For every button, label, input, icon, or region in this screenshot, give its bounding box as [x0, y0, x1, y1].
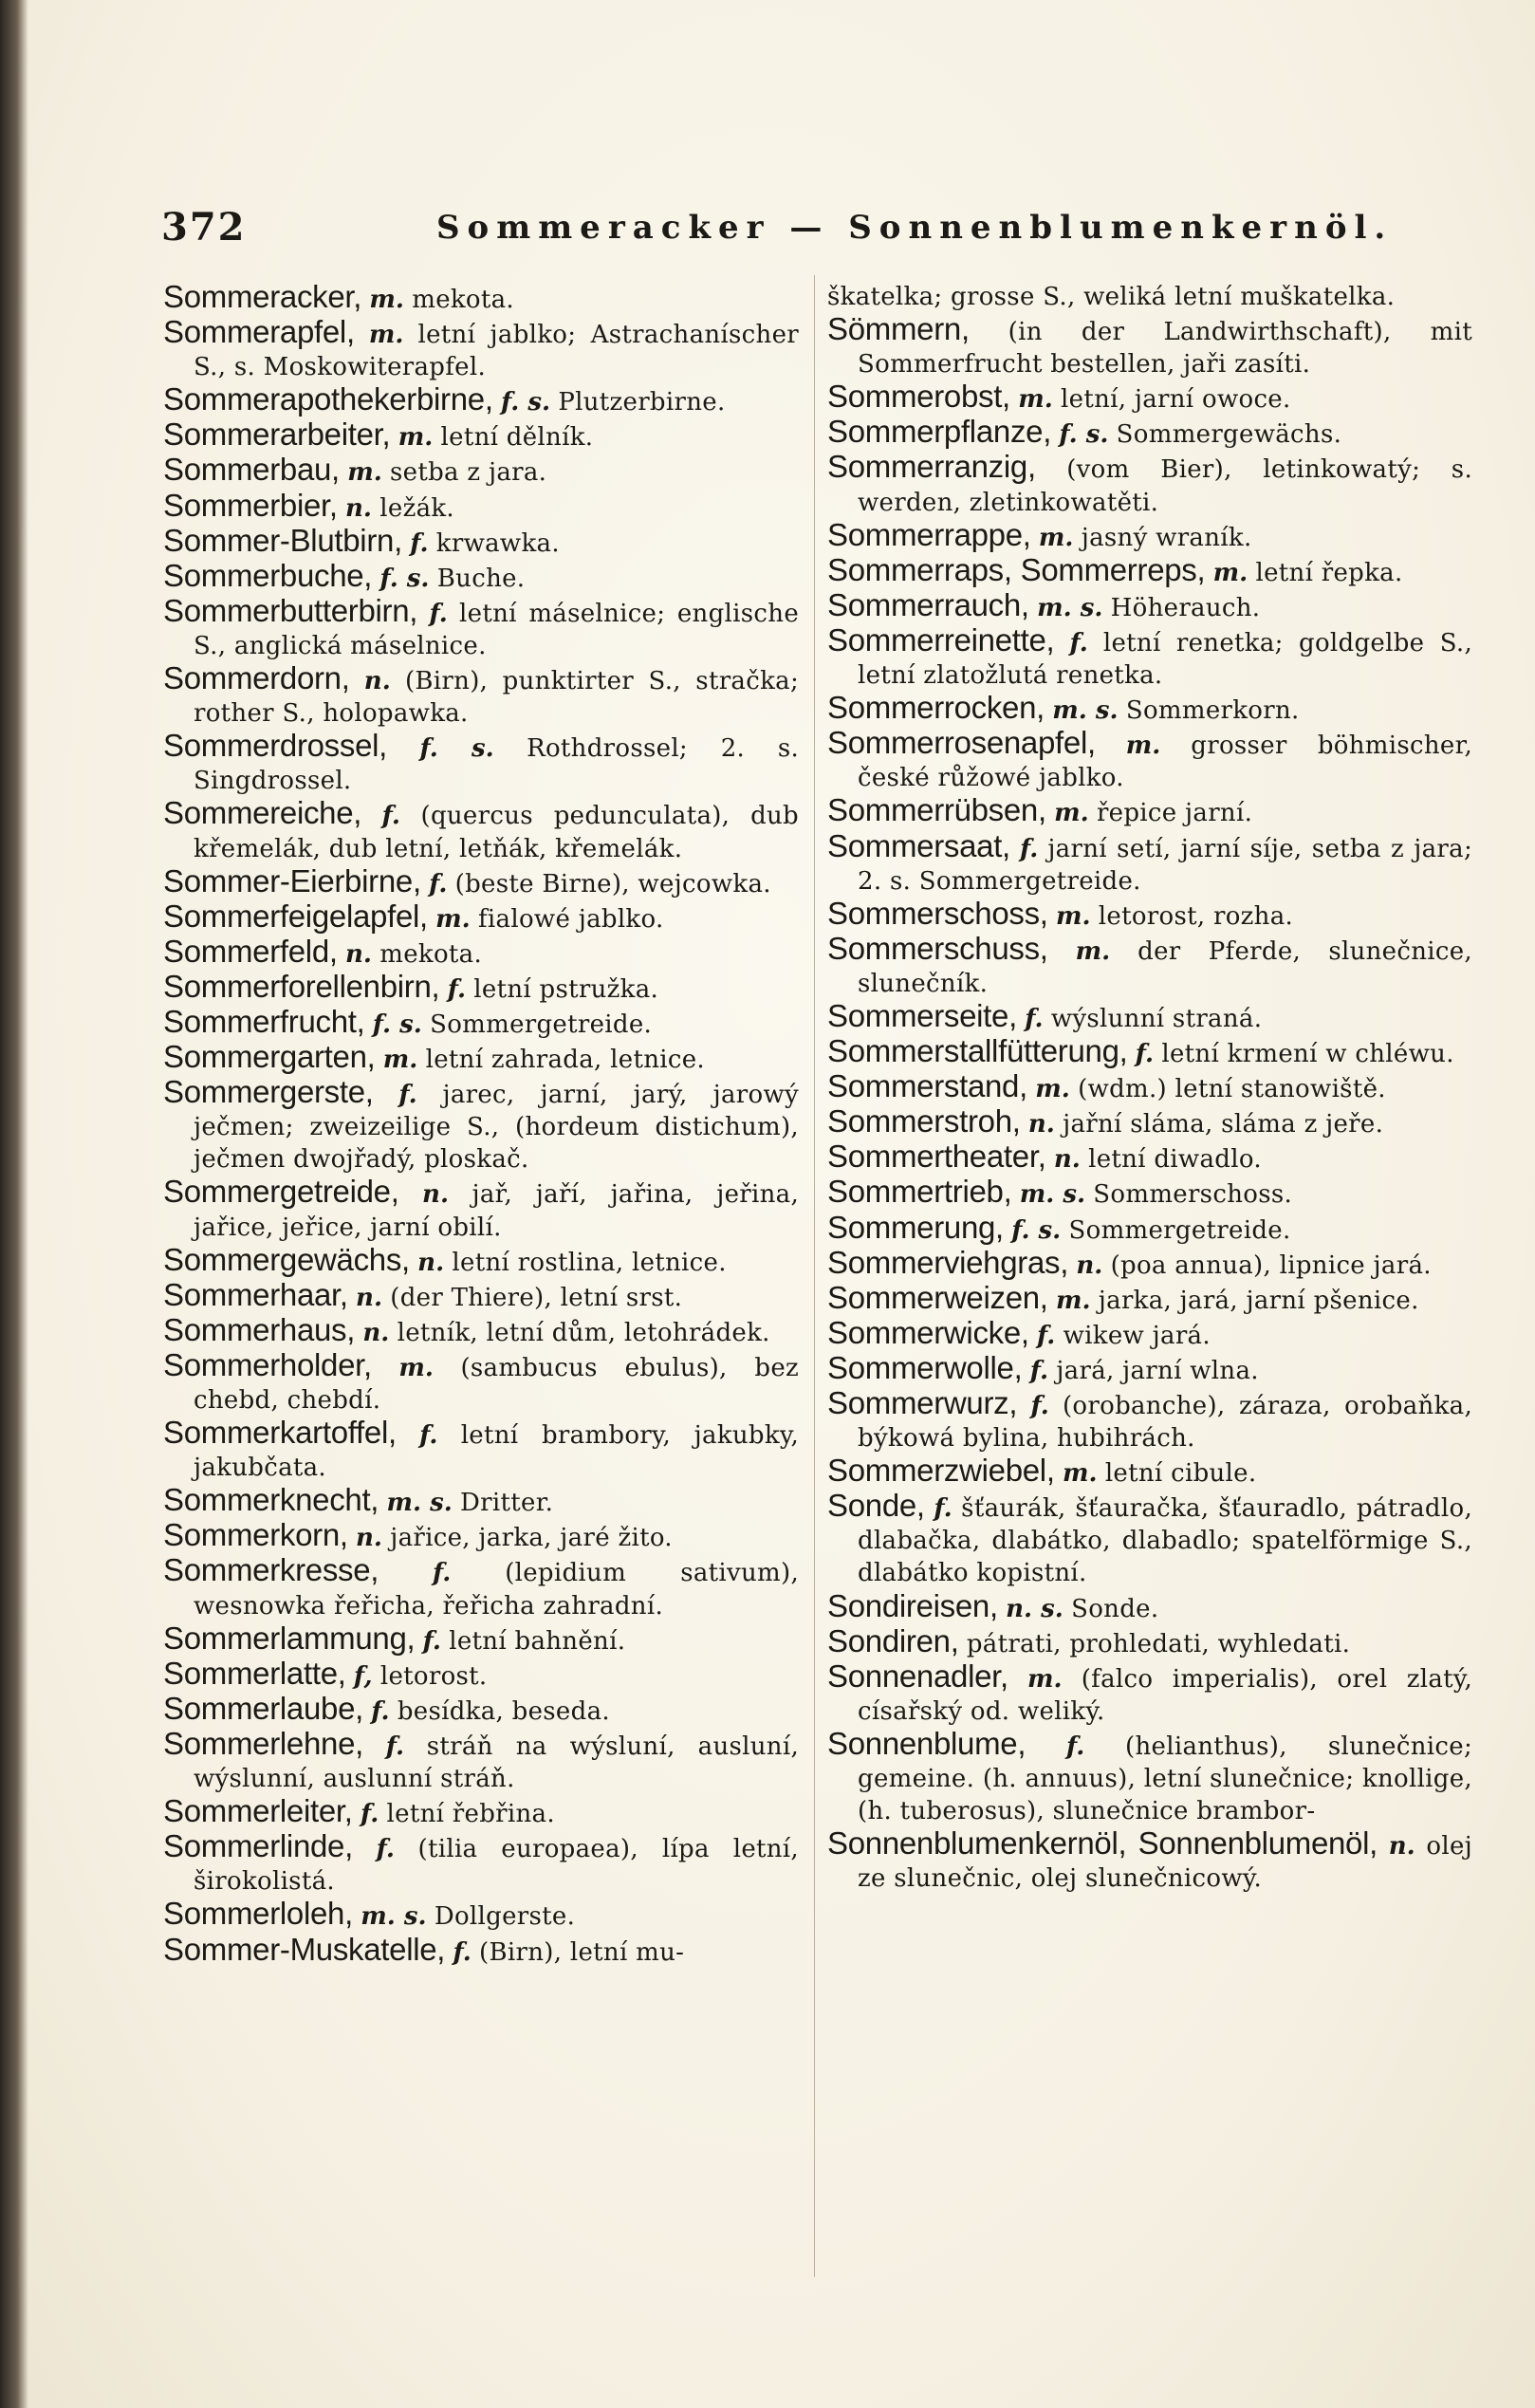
entry-headword: Sondiren,	[827, 1622, 959, 1658]
entry-grammar-label: m.	[435, 904, 471, 934]
entry-grammar-label: m.	[1125, 732, 1161, 761]
entry-definition: jasný wraník.	[1081, 523, 1252, 552]
entry-definition: (in der Landwirthschaft), mit Sommerfrucht bestellen, jaři zasíti.	[858, 318, 1472, 380]
dictionary-entry	[827, 1387, 1472, 1454]
dictionary-entry	[827, 586, 1472, 624]
dictionary-entry	[827, 1314, 1472, 1352]
entry-grammar-label: f.	[429, 869, 448, 898]
dictionary-entry	[827, 1587, 1472, 1625]
dictionary-entry	[827, 1660, 1472, 1728]
dictionary-entry	[163, 418, 799, 454]
entry-headword: Sommerstallfütterung,	[827, 1033, 1128, 1069]
entry-grammar-label: m.	[369, 286, 404, 314]
dictionary-entry	[827, 1622, 1472, 1660]
entry-grammar-label: f.	[376, 1835, 395, 1864]
entry-grammar-label: m.	[1035, 1075, 1070, 1104]
dictionary-entry	[827, 416, 1472, 451]
entry-headword: Sommerobst,	[827, 379, 1010, 415]
entry-definition: letní renetka; goldgelbe S., letní zlatožlutá renetka.	[858, 628, 1473, 691]
entry-grammar-label: f.	[360, 1800, 379, 1829]
entry-headword: Sommer-Blutbirn,	[163, 522, 402, 558]
entry-headword: Sommerfrucht,	[163, 1003, 365, 1039]
entry-grammar-label: m. s.	[1019, 1180, 1086, 1210]
entry-definition: krwawka.	[435, 528, 560, 558]
entry-grammar-label: f.	[398, 1081, 417, 1110]
entry-grammar-label: f.	[429, 599, 448, 628]
entry-headword: Sommerrübsen,	[827, 792, 1046, 828]
entry-grammar-label: f. s.	[1059, 420, 1109, 450]
entry-headword: Sommerapothekerbirne,	[163, 381, 493, 417]
entry-definition: Rothdrossel; 2. s. Singdrossel.	[194, 734, 800, 796]
entry-definition: letní cibule.	[1104, 1459, 1257, 1489]
dictionary-entry	[163, 316, 799, 383]
dictionary-entry	[163, 383, 799, 418]
entry-definition: jarka, jará, jarní pšenice.	[1098, 1286, 1419, 1315]
entry-definition: škatelka; grosse S., weliká letní muškatelka.	[827, 283, 1396, 311]
entry-grammar-label: n.	[345, 939, 372, 969]
entry-definition: řepice jarní.	[1096, 799, 1253, 828]
dictionary-entry	[827, 1827, 1472, 1895]
entry-grammar-label: m. s.	[1052, 696, 1119, 726]
entry-definition: ležák.	[379, 493, 454, 523]
dictionary-entry	[827, 1070, 1472, 1105]
column-divider	[814, 275, 815, 2277]
entry-grammar-label: n.	[345, 493, 372, 523]
dictionary-entry	[163, 1311, 799, 1349]
entry-headword: Sommerfeld,	[163, 933, 338, 969]
running-head: Sommeracker — Sonnenblumenkernöl.	[436, 209, 1394, 247]
entry-grammar-label: m.	[1018, 385, 1053, 415]
entry-headword: Sonnenadler,	[827, 1658, 1008, 1694]
entry-definition: Sonde.	[1071, 1594, 1159, 1623]
dictionary-entry	[163, 1519, 799, 1554]
entry-headword: Sommerkartoffel,	[163, 1415, 397, 1451]
dictionary-entry	[163, 454, 799, 489]
entry-definition: Dollgerste.	[434, 1902, 576, 1932]
entry-definition: (Birn), letní mu-	[479, 1937, 685, 1967]
dictionary-entry	[163, 968, 799, 1006]
entry-definition: (wdm.) letní stanowiště.	[1078, 1075, 1386, 1104]
entry-grammar-label: n.	[362, 1318, 390, 1347]
entry-headword: Sommerkorn,	[163, 1517, 348, 1553]
dictionary-entry	[163, 1622, 799, 1658]
entry-definition: letní, jarní owoce.	[1061, 385, 1291, 415]
entry-headword: Sommerknecht,	[163, 1482, 379, 1518]
entry-headword: Sommerrauch,	[827, 586, 1029, 622]
entry-definition: letní pstružka.	[473, 974, 659, 1004]
dictionary-entry	[827, 1140, 1472, 1176]
entry-definition: letní zahrada, letnice.	[425, 1046, 705, 1075]
entry-definition: letní bahnění.	[449, 1626, 626, 1656]
entry-headword: Sommerbau,	[163, 452, 340, 488]
dictionary-entry	[827, 313, 1472, 380]
dictionary-entry	[163, 1003, 799, 1041]
entry-headword: Sommerlehne,	[163, 1725, 363, 1761]
entry-headword: Sonnenblume,	[827, 1725, 1026, 1761]
dictionary-entry	[163, 1276, 799, 1314]
entry-headword: Sommerloleh,	[163, 1896, 353, 1932]
entry-definition: letní řebřina.	[386, 1800, 555, 1829]
page-header	[161, 205, 1470, 262]
entry-headword: Sommerseite,	[827, 997, 1017, 1033]
entry-headword: Sommerdrossel,	[163, 728, 388, 764]
entry-headword: Sommerarbeiter,	[163, 417, 391, 453]
entry-headword: Sommerwurz,	[827, 1385, 1018, 1420]
entry-grammar-label: f. s.	[500, 388, 551, 417]
entry-grammar-label: f.	[447, 974, 466, 1004]
entry-grammar-label: f. s.	[419, 734, 494, 764]
entry-headword: Sommerzwiebel,	[827, 1453, 1055, 1489]
entry-headword: Sömmern,	[827, 311, 970, 347]
entry-definition: letní jablko; Astrachaníscher S., s. Moskowiterapfel.	[194, 321, 799, 382]
entry-headword: Sommerschoss,	[827, 895, 1048, 931]
entry-grammar-label: f.	[1065, 1732, 1085, 1761]
entry-headword: Sommerkresse,	[163, 1552, 379, 1588]
entry-definition: olej ze slunečnic, olej slunečnicowý.	[858, 1832, 1473, 1894]
entry-definition: jařice, jarka, jaré žito.	[390, 1524, 673, 1553]
entry-definition: jará, jarní wlna.	[1056, 1356, 1259, 1385]
dictionary-entry	[163, 592, 800, 662]
entry-grammar-label: f.	[934, 1494, 952, 1524]
entry-grammar-label: n.	[356, 1524, 382, 1553]
entry-headword: Sonnenblumenkernöl, Sonnenblumenöl,	[827, 1825, 1378, 1862]
entry-definition: der Pferde, slunečnice, slunečník.	[858, 936, 1472, 998]
entry-definition: jarní setí, jarní síje, setba z jara; 2. s. Sommergetreide.	[858, 834, 1473, 896]
entry-grammar-label: f.	[419, 1421, 438, 1451]
entry-grammar-label: m. s.	[361, 1902, 427, 1932]
entry-grammar-label: f.	[453, 1937, 472, 1967]
entry-headword: Sommerranzig,	[827, 449, 1036, 485]
dictionary-entry	[827, 692, 1472, 727]
dictionary-entry	[827, 1279, 1472, 1317]
entry-grammar-label: n.	[417, 1248, 445, 1277]
entry-definition: grosser böhmischer, české růžowé jablko.	[858, 732, 1473, 793]
entry-headword: Sommer-Muskatelle,	[163, 1931, 446, 1967]
entry-headword: Sommerlammung,	[163, 1620, 416, 1656]
entry-definition: jařní sláma, sláma z jeře.	[1063, 1110, 1384, 1139]
entry-grammar-label: m.	[347, 458, 382, 488]
entry-headword: Sommerbutterbirn,	[163, 592, 418, 628]
entry-definition: (beste Birne), wejcowka.	[454, 869, 771, 898]
entry-definition: Sommerkorn.	[1125, 696, 1300, 726]
entry-grammar-label: f.	[381, 802, 400, 831]
dictionary-entry	[827, 1349, 1472, 1387]
dictionary-entry	[163, 1417, 799, 1484]
entry-definition: jař, jaří, jařina, jeřina, jařice, jeřice, jarní obilí.	[194, 1180, 800, 1242]
entry-grammar-label: f.	[1037, 1321, 1056, 1350]
right-column	[827, 281, 1472, 1895]
dictionary-entry	[163, 1554, 799, 1621]
entry-headword: Sommeracker,	[163, 279, 362, 314]
entry-definition: Buche.	[436, 564, 526, 593]
dictionary-entry	[163, 730, 799, 797]
dictionary-entry	[163, 1898, 799, 1933]
entry-definition: setba z jara.	[390, 458, 547, 488]
entry-headword: Sommerlatte,	[163, 1655, 346, 1691]
entry-grammar-label: n.	[1027, 1110, 1055, 1139]
entry-definition: (der Thiere), letní srst.	[390, 1283, 683, 1312]
entry-definition: Plutzerbirne.	[558, 388, 726, 417]
entry-headword: Sommerholder,	[163, 1346, 372, 1382]
entry-definition: (falco imperialis), orel zlatý, císařský od. weliký.	[858, 1664, 1473, 1726]
entry-headword: Sommerrosenapfel,	[827, 725, 1096, 761]
entry-grammar-label: f.	[1069, 628, 1088, 658]
entry-grammar-label: m.	[1055, 901, 1091, 931]
dictionary-entry	[163, 487, 799, 525]
dictionary-entry	[163, 1176, 799, 1243]
entry-definition: (quercus pedunculata), dub křemelák, dub letní, letňák, křemelák.	[194, 802, 799, 863]
left-column	[163, 281, 799, 1969]
dictionary-entry	[163, 797, 799, 864]
entry-grammar-label: m.	[398, 423, 434, 453]
entry-headword: Sommerviehgras,	[827, 1244, 1069, 1280]
entry-headword: Sommerwolle,	[827, 1349, 1023, 1385]
entry-grammar-label: f.	[1025, 1004, 1044, 1033]
entry-grammar-label: m. s.	[386, 1489, 453, 1518]
entry-headword: Sommerpflanze,	[827, 414, 1052, 450]
entry-headword: Sommerstand,	[827, 1068, 1027, 1104]
dictionary-entry	[827, 1454, 1472, 1490]
entry-grammar-label: f.	[1019, 834, 1039, 863]
dictionary-entry	[827, 551, 1472, 589]
entry-headword: Sonde,	[827, 1488, 925, 1524]
dictionary-entry	[827, 895, 1472, 933]
entry-definition: letní krmení w chléwu.	[1161, 1040, 1454, 1069]
dictionary-entry	[827, 930, 1472, 1000]
entry-grammar-label: f. s.	[372, 1010, 422, 1039]
entry-definition: Sommerschoss.	[1093, 1180, 1293, 1210]
entry-grammar-label: m.	[1038, 523, 1074, 552]
dictionary-entry	[163, 1795, 799, 1830]
entry-grammar-label: m.	[1027, 1664, 1063, 1694]
entry-headword: Sommerraps, Sommerreps,	[827, 551, 1206, 587]
entry-grammar-label: f.	[385, 1732, 405, 1761]
dictionary-entry	[163, 1830, 799, 1898]
entry-grammar-label: m.	[1054, 799, 1089, 828]
entry-definition: letní řepka.	[1255, 558, 1403, 587]
entry-grammar-label: m.	[398, 1353, 434, 1382]
entry-grammar-label: m.	[1055, 1286, 1091, 1315]
entry-definition: letorost, rozha.	[1098, 901, 1294, 931]
entry-headword: Sommergetreide,	[163, 1174, 399, 1210]
entry-grammar-label: m.	[368, 321, 404, 350]
dictionary-entry	[163, 1655, 799, 1693]
dictionary-entry	[827, 1725, 1472, 1827]
dictionary-entry	[827, 997, 1472, 1035]
dictionary-entry	[163, 281, 799, 316]
entry-headword: Sommerung,	[827, 1209, 1004, 1245]
entry-definition: letní brambory, jakubky, jakubčata.	[194, 1421, 800, 1483]
dictionary-entry	[163, 862, 799, 900]
entry-definition: stráň na wýsluní, ausluní, wýslunní, auslunní stráň.	[194, 1732, 800, 1794]
dictionary-entry	[827, 621, 1473, 692]
entry-definition: (vom Bier), letinkowatý; s. werden, zletinkowatěti.	[858, 455, 1473, 517]
entry-grammar-label: f.	[1135, 1040, 1155, 1069]
dictionary-entry	[827, 827, 1473, 898]
entry-headword: Sommerweizen,	[827, 1279, 1048, 1315]
dictionary-entry	[827, 1244, 1472, 1282]
dictionary-entry	[827, 281, 1472, 313]
entry-headword: Sommerlinde,	[163, 1828, 353, 1864]
dictionary-entry	[163, 1076, 799, 1176]
entry-headword: Sommer-Eierbirne,	[163, 862, 421, 898]
entry-grammar-label: n.	[422, 1180, 450, 1210]
entry-headword: Sommerwicke,	[827, 1314, 1029, 1350]
entry-headword: Sommerhaus,	[163, 1311, 356, 1347]
entry-grammar-label: m. s.	[1037, 593, 1103, 622]
dictionary-entry	[827, 451, 1472, 518]
entry-grammar-label: f.	[410, 528, 429, 558]
entry-definition: pátrati, prohledati, wyhledati.	[966, 1629, 1351, 1658]
entry-definition: letní máselnice; englische S., anglická máselnice.	[194, 599, 800, 660]
dictionary-entry	[163, 522, 799, 560]
entry-definition: letní rostlina, letnice.	[452, 1248, 727, 1277]
dictionary-entry	[827, 1490, 1472, 1589]
entry-definition: Sommergetreide.	[1068, 1215, 1291, 1245]
entry-headword: Sommerbier,	[163, 487, 338, 523]
entry-grammar-label: f. s.	[379, 564, 430, 593]
entry-headword: Sommergarten,	[163, 1039, 376, 1075]
entry-definition: letní dělník.	[440, 423, 594, 453]
entry-definition: šťaurák, šťauračka, šťauradlo, pátradlo, dlabačka, dlabátko, dlabadlo; spatelförmige S., dlabátko kopistní.	[858, 1494, 1473, 1588]
entry-headword: Sommersaat,	[827, 827, 1010, 863]
entry-definition: letní diwadlo.	[1088, 1145, 1262, 1175]
entry-grammar-label: f,	[353, 1661, 373, 1691]
entry-definition: (sambucus ebulus), bez chebd, chebdí.	[194, 1353, 800, 1415]
entry-headword: Sommereiche,	[163, 795, 362, 831]
entry-headword: Sommerleiter,	[163, 1793, 353, 1829]
entry-grammar-label: n.	[1388, 1832, 1415, 1862]
dictionary-entry	[163, 1931, 799, 1969]
dictionary-entry	[827, 727, 1472, 794]
entry-definition: (Birn), punktirter S., stračka; rother S., holopawka.	[194, 667, 799, 729]
entry-headword: Sommerhaar,	[163, 1276, 348, 1312]
entry-grammar-label: f.	[1030, 1392, 1049, 1420]
entry-grammar-label: n.	[356, 1283, 383, 1312]
entry-definition: Sommergewächs.	[1116, 420, 1342, 450]
dictionary-entry	[163, 900, 799, 935]
entry-headword: Sommerfeigelapfel,	[163, 898, 428, 934]
entry-headword: Sommerdorn,	[163, 660, 350, 696]
entry-grammar-label: f.	[1029, 1356, 1049, 1385]
entry-definition: (orobanche), záraza, orobaňka, býkowá bylina, hubihrách.	[858, 1392, 1473, 1454]
dictionary-entry	[827, 1035, 1472, 1070]
entry-grammar-label: m.	[382, 1046, 418, 1075]
dictionary-entry	[163, 1241, 799, 1279]
dictionary-entry	[827, 380, 1472, 416]
dictionary-entry	[163, 1484, 799, 1519]
entry-headword: Sommergewächs,	[163, 1241, 410, 1277]
dictionary-entry	[163, 935, 799, 971]
entry-grammar-label: n.	[1076, 1250, 1103, 1280]
entry-definition: wikew jará.	[1063, 1321, 1211, 1350]
entry-definition: Höherauch.	[1110, 593, 1261, 622]
entry-headword: Sommerbuche,	[163, 557, 373, 593]
entry-grammar-label: m.	[1075, 936, 1111, 966]
entry-headword: Sommertheater,	[827, 1139, 1046, 1175]
dictionary-entry	[163, 557, 799, 595]
dictionary-entry	[163, 1725, 800, 1795]
entry-headword: Sommerlaube,	[163, 1690, 363, 1726]
entry-definition: jarec, jarní, jarý, jarowý ječmen; zweizeilige S., (hordeum distichum), ječmen dwojřadý, ploskač.	[194, 1081, 800, 1175]
entry-definition: letník, letní dům, letohrádek.	[397, 1318, 770, 1347]
entry-definition: Sommergetreide.	[430, 1010, 653, 1039]
entry-grammar-label: m.	[1062, 1459, 1098, 1489]
entry-grammar-label: f.	[433, 1559, 452, 1588]
entry-definition: (lepidium sativum), wesnowka řeřicha, řeřicha zahradní.	[194, 1559, 800, 1621]
entry-headword: Sommerschuss,	[827, 930, 1048, 966]
entry-headword: Sommerstroh,	[827, 1103, 1021, 1139]
page-number: 372	[161, 205, 247, 250]
entry-headword: Sondireisen,	[827, 1587, 998, 1623]
dictionary-entry	[827, 1105, 1472, 1140]
entry-headword: Sommerreinette,	[827, 621, 1055, 658]
entry-definition: wýslunní straná.	[1050, 1004, 1263, 1033]
entry-grammar-label: f. s.	[1011, 1215, 1062, 1245]
entry-definition: mekota.	[412, 286, 514, 314]
entry-grammar-label: n.	[1053, 1145, 1081, 1175]
dictionary-entry	[827, 1176, 1472, 1211]
page-binding-edge	[0, 0, 28, 2408]
dictionary-entry	[163, 1041, 799, 1076]
entry-definition: fialowé jablko.	[478, 904, 664, 934]
entry-headword: Sommergerste,	[163, 1074, 374, 1110]
entry-headword: Sommerforellenbirn,	[163, 968, 440, 1004]
entry-grammar-label: n.	[363, 667, 391, 696]
entry-definition: (helianthus), slunečnice; gemeine. (h. annuus), letní slunečnice; knollige, (h. tuberosus), slunečnice brambor-	[858, 1732, 1472, 1826]
entry-definition: letorost.	[379, 1661, 488, 1691]
entry-definition: mekota.	[379, 939, 483, 969]
dictionary-entry	[827, 1209, 1472, 1247]
dictionary-entry	[827, 794, 1472, 829]
entry-definition: Dritter.	[460, 1489, 554, 1518]
dictionary-entry	[163, 662, 799, 730]
entry-grammar-label: f.	[371, 1696, 390, 1726]
entry-headword: Sommertrieb,	[827, 1174, 1012, 1210]
entry-definition: (poa annua), lipnice jará.	[1110, 1250, 1432, 1280]
entry-definition: (tilia europaea), lípa letní, širokolistá.	[194, 1835, 799, 1897]
entry-headword: Sommerrocken,	[827, 690, 1045, 726]
dictionary-entry	[163, 1690, 799, 1728]
entry-headword: Sommerapfel,	[163, 314, 355, 350]
dictionary-entry	[163, 1346, 800, 1417]
entry-grammar-label: n. s.	[1006, 1594, 1063, 1623]
entry-grammar-label: m.	[1212, 558, 1248, 587]
entry-headword: Sommerrappe,	[827, 516, 1031, 552]
entry-grammar-label: f.	[422, 1626, 441, 1656]
entry-definition: besídka, beseda.	[397, 1696, 610, 1726]
dictionary-entry	[827, 516, 1472, 554]
